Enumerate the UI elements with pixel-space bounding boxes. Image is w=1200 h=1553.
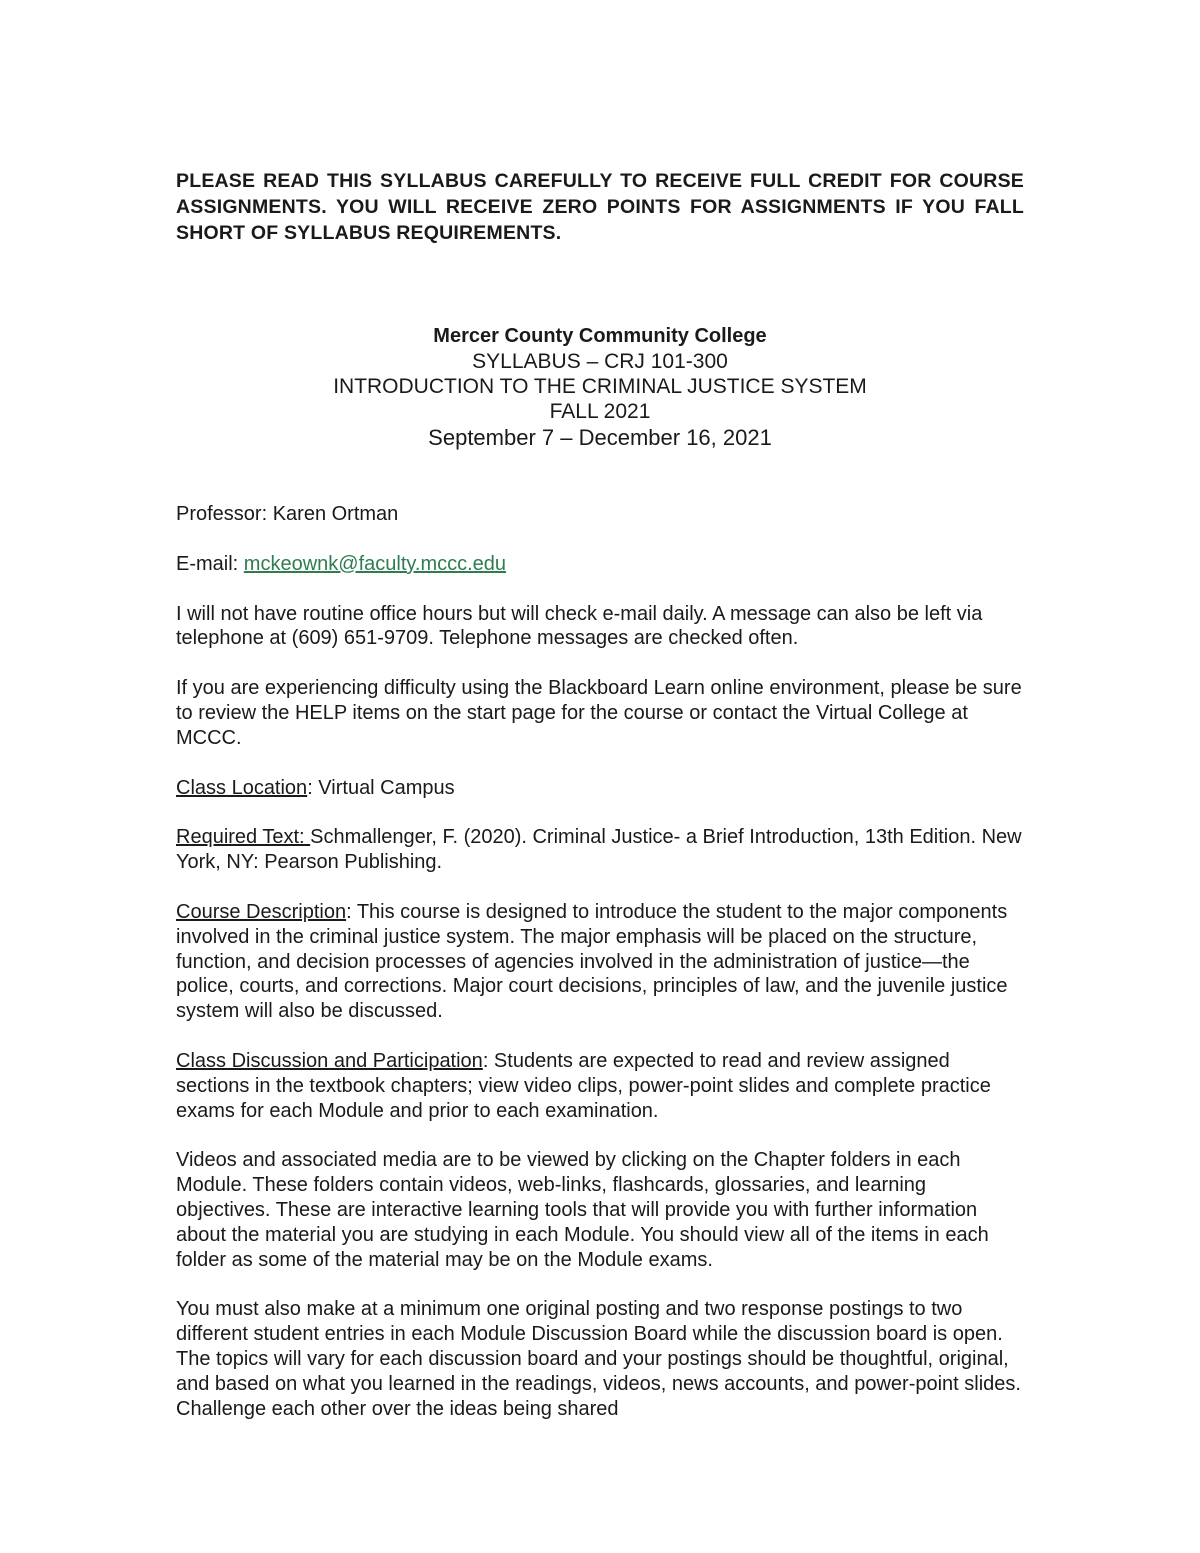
postings-paragraph: You must also make at a minimum one original posting and two response postings to two different student entries in each Module Discussion Board while the discussion board is open. The topics will vary for each discussion board and your postings should be thoughtful, original, and based on what you learned in the readings, videos, news accounts, and power-point slides. Challenge each other over the ideas being shared xyxy=(176,1298,1021,1420)
class-location-label: Class Location xyxy=(176,776,308,799)
term: FALL 2021 xyxy=(549,400,651,423)
syllabus-page xyxy=(176,168,1024,1421)
course-description-value: : This course is designed to introduce the student to the major components involved in the criminal justice system. The major emphasis will be placed on the structure, function, and decision processes of agencies involved in the administration of justice—the police, courts, and corrections. Major court decisions, principles of law, and the juvenile justice system will also be discussed. xyxy=(176,900,1008,1023)
syllabus-header xyxy=(176,324,1024,452)
college-name: Mercer County Community College xyxy=(433,325,767,347)
participation-value: : Students are expected to read and review assigned sections in the textbook chapters; view video clips, power-point slides and complete practice exams for each Module and prior to each examination. xyxy=(176,1049,991,1122)
course-dates: September 7 – December 16, 2021 xyxy=(428,425,772,450)
course-description-label: Course Description xyxy=(176,900,347,923)
email-link[interactable]: mckeownk@faculty.mccc.edu xyxy=(243,552,507,575)
participation xyxy=(176,1049,1024,1123)
class-location xyxy=(176,776,1024,801)
required-text-value: Schmallenger, F. (2020). Criminal Justice- a Brief Introduction, 13th Edition. New York, NY: Pearson Publishing. xyxy=(176,826,1022,874)
required-text-label: Required Text: xyxy=(176,826,311,849)
email-line xyxy=(176,552,1024,577)
course-description xyxy=(176,900,1024,1024)
required-text xyxy=(176,825,1024,875)
syllabus-warning: PLEASE READ THIS SYLLABUS CAREFULLY TO RECEIVE FULL CREDIT FOR COURSE ASSIGNMENTS. YOU WILL RECEIVE ZERO POINTS FOR ASSIGNMENTS IF YOU FALL SHORT OF SYLLABUS REQUIREMENTS. xyxy=(176,170,1024,244)
blackboard-help-paragraph: If you are experiencing difficulty using the Blackboard Learn online environment, please be sure to review the HELP items on the start page for the course or contact the Virtual College at MCCC. xyxy=(176,677,1022,749)
professor-name: Professor: Karen Ortman xyxy=(176,503,399,525)
videos-paragraph: Videos and associated media are to be viewed by clicking on the Chapter folders in each Module. These folders contain videos, web-links, flashcards, glossaries, and learning objectives. These are interactive learning tools that will provide you with further information about the material you are studying in each Module. You should view all of the items in each folder as some of the material may be on the Module exams. xyxy=(176,1149,989,1271)
office-hours-paragraph: I will not have routine office hours but will check e-mail daily. A message can also be left via telephone at (609) 651-9709. Telephone messages are checked often. xyxy=(176,602,983,650)
email-label: E-mail: xyxy=(176,552,244,575)
class-location-value: : Virtual Campus xyxy=(307,776,455,799)
course-title: INTRODUCTION TO THE CRIMINAL JUSTICE SYSTEM xyxy=(333,375,867,398)
participation-label: Class Discussion and Participation xyxy=(176,1049,483,1072)
syllabus-code: SYLLABUS – CRJ 101-300 xyxy=(472,350,728,373)
